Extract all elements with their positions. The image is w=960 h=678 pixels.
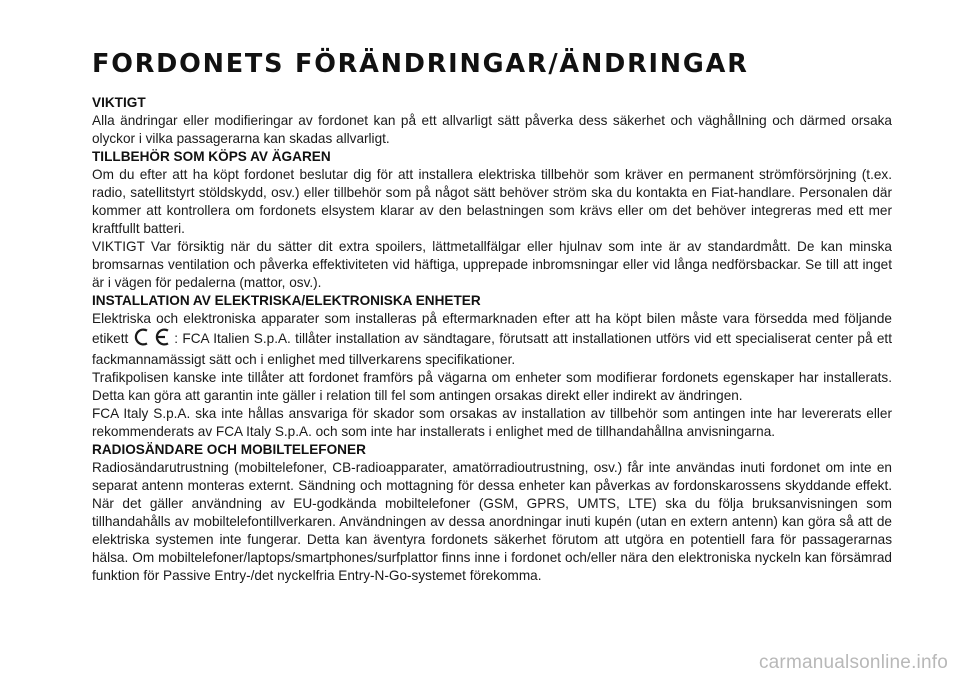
- section-radio-transmitters: [92, 441, 892, 585]
- paragraph: Radiosändarutrustning (mobiltelefoner, CB-radioapparater, amatörradioutrustning, osv.) får inte användas inuti fordonet om inte en separat antenn monteras externt. Sändning och mottagning för dessa enheter kan påverkas av fordonskarossens skyddande effekt. När det gäller användning av EU-godkända mobiltelefoner (GSM, GPRS, UMTS, LTE) ska du följa bruksanvisningen som tillhandahålls av mobiltelefontillverkaren. Användningen av dessa anordningar inuti kupén (utan en extern antenn) kan göra så att de elektriska systemen inte fungerar. Detta kan äventyra fordonets säkerhet förutom att utgöra en potentiell fara för passagerarnas hälsa. Om mobiltelefoner/laptops/smartphones/surfplattor finns inne i fordonet och/eller nära den elektroniska nyckeln kan försämrad funktion för Passive Entry-/det nyckelfria Entry-N-Go-systemet förekomma.: [92, 460, 892, 583]
- section-heading: INSTALLATION AV ELEKTRISKA/ELEKTRONISKA ENHETER: [92, 293, 481, 308]
- paragraph: Om du efter att ha köpt fordonet beslutar dig för att installera elektriska tillbehör som kräver en permanent strömförsörjning (t.ex. radio, satellitstyrt stöldskydd, osv.) eller tillbehör som på något sätt behöver ström ska du kontakta en Fiat-handlare. Personalen där kommer att kontrollera om fordonets elsystem klarar av den belastningen som krävs eller om det behöver integreras med ett mer kraftfullt batteri.: [92, 167, 892, 236]
- page-title: FORDONETS FÖRÄNDRINGAR/ÄNDRINGAR: [92, 49, 749, 79]
- paragraph: Trafikpolisen kanske inte tillåter att fordonet framförs på vägarna om enheter som modifierar fordonets egenskaper har installerats. Detta kan göra att garantin inte gäller i relation till fel som antingen orsakas direkt eller indirekt av ändringen.: [92, 370, 892, 403]
- section-heading: RADIOSÄNDARE OCH MOBILTELEFONER: [92, 442, 366, 457]
- watermark: carmanualsonline.info: [758, 652, 948, 673]
- paragraph-text: : FCA Italien S.p.A. tillåter installation av sändtagare, förutsatt att installationen utförs vid ett specialiserat center på ett fackmannamässigt sätt och i enlighet med tillverkarens specifikationer.: [92, 331, 892, 367]
- section-heading: TILLBEHÖR SOM KÖPS AV ÄGAREN: [92, 149, 331, 164]
- paragraph: VIKTIGT Var försiktig när du sätter dit extra spoilers, lättmetallfälgar eller hjulnav som inte är av standardmått. De kan minska bromsarnas ventilation och påverka effektiviteten vid häftiga, upprepade inbromsningar eller vid långa nedförsbackar. Se till att inget är i vägen för pedalerna (mattor, osv.).: [92, 239, 892, 290]
- section-electrical-installation: [92, 292, 892, 441]
- paragraph: FCA Italy S.p.A. ska inte hållas ansvariga för skador som orsakas av installation av tillbehör som antingen inte har levererats eller rekommenderats av FCA Italy S.p.A. och som inte har installerats i enlighet med de tillhandahållna anvisningarna.: [92, 406, 892, 439]
- paragraph-text: Elektriska och elektroniska apparater som installeras på eftermarknaden efter att ha köpt bilen måste vara försedda med följande etikett: [92, 311, 892, 346]
- paragraph-ce-label: [92, 310, 892, 369]
- section-heading: VIKTIGT: [92, 95, 146, 110]
- section-viktigt: [92, 94, 892, 148]
- section-accessories: [92, 148, 892, 292]
- document-page: [92, 48, 892, 585]
- ce-mark-icon: [130, 328, 172, 351]
- paragraph: Alla ändringar eller modifieringar av fordonet kan på ett allvarligt sätt påverka dess säkerhet och väghållning och därmed orsaka olyckor i vilka passagerarna kan skadas allvarligt.: [92, 113, 892, 146]
